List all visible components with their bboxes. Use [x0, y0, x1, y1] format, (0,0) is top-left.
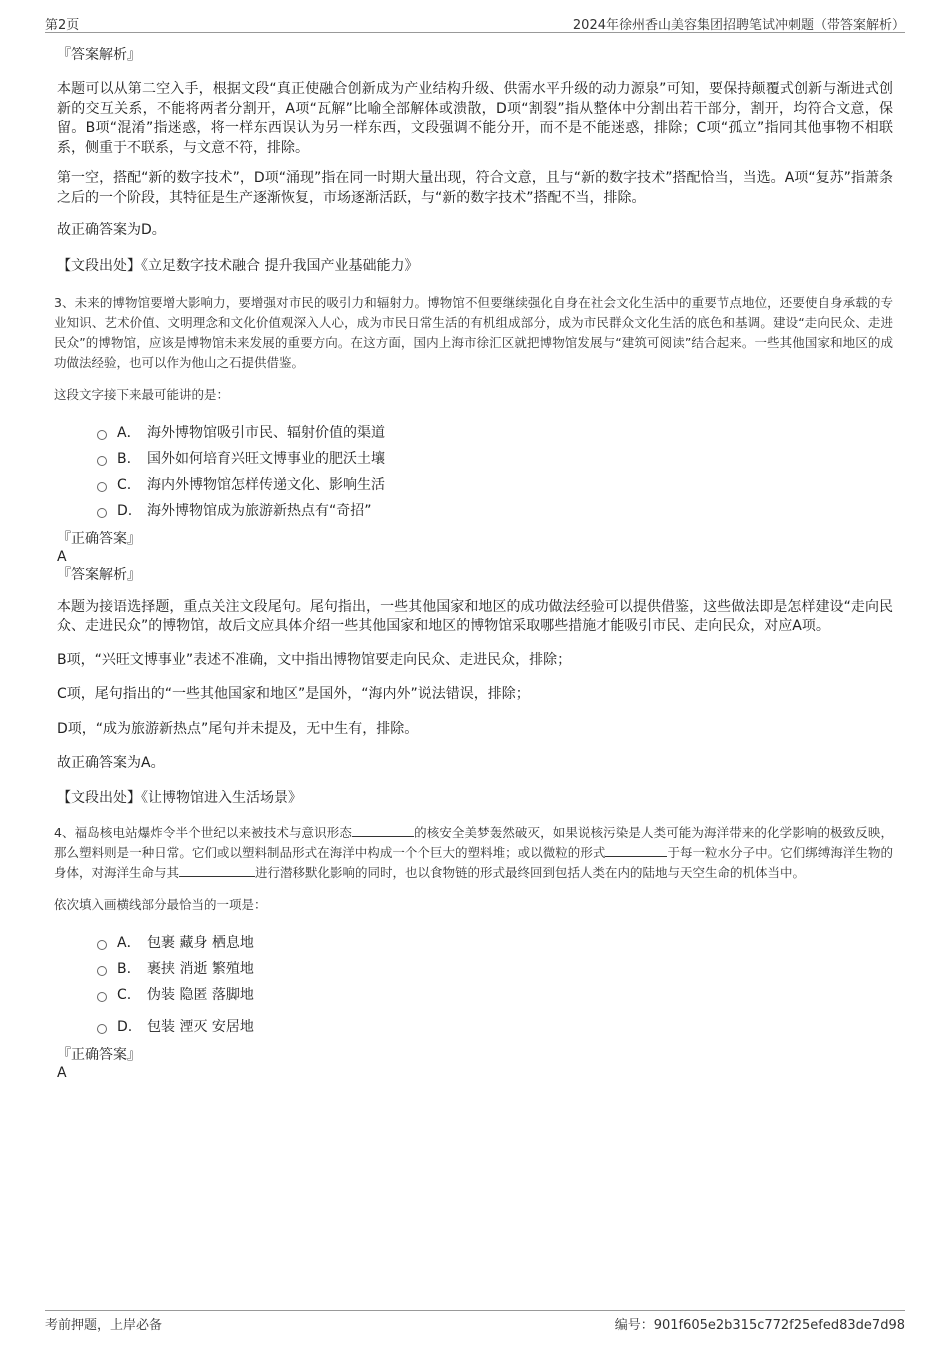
- option-d[interactable]: D. 海外博物馆成为旅游新热点有“奇招”: [97, 498, 893, 524]
- question-3-stem: 3、未来的博物馆要增大影响力，要增强对市民的吸引力和辐射力。博物馆不但要继续强化自身在社会文化生活中的重要节点地位，还要使自身承载的专业知识、艺术价值、文明理念和文化价值观深入人心，成为市民日常生活的有机组成部分，成为市民群众文化生活的底色和基调。建设“走向民众、走进民众”的博物馆，应该是博物馆未来发展的重要方向。在这方面，国内上海市徐汇区就把博物馆发展与“建筑可阅读”结合起来。一些其他国家和地区的成功做法经验，也可以作为他山之石提供借鉴。: [54, 294, 893, 370]
- radio-icon[interactable]: [97, 1024, 107, 1034]
- analysis-label: 『答案解析』: [57, 566, 141, 583]
- correct-answer: A: [57, 548, 67, 565]
- correct-answer-label: 『正确答案』: [57, 530, 141, 547]
- analysis-conclusion: 故正确答案为A。: [57, 755, 165, 771]
- radio-icon[interactable]: [97, 992, 107, 1002]
- analysis-paragraph: 本题可以从第二空入手，根据文段“真正使融合创新成为产业结构升级、供需水平升级的动力源泉”可知，要保持颠覆式创新与渐进式创新的交互关系，不能将两者分割开，A项“瓦解”比喻全部解体或溃散，D项“割裂”指从整体中分割出若干部分，割开，均符合文意，保留。B项“混淆”指迷惑，将一样东西误认为另一样东西，文段强调不能分开，而不是不能迷惑，排除；C项“孤立”指同其他事物不相联系，侧重于不联系，与文意不符，排除。: [57, 81, 893, 156]
- radio-icon[interactable]: [97, 430, 107, 440]
- analysis-label: 『答案解析』: [57, 47, 141, 63]
- radio-icon[interactable]: [97, 966, 107, 976]
- analysis-paragraph: 第一空，搭配“新的数字技术”，D项“涌现”指在同一时期大量出现，符合文意，且与“新的数字技术”搭配恰当，当选。A项“复苏”指萧条之后的一个阶段，其特征是生产逐渐恢复，市场逐渐活跃，与“新的数字技术”搭配不当，排除。: [57, 170, 893, 206]
- option-a[interactable]: A． 海外博物馆吸引市民、辐射价值的渠道: [97, 420, 893, 446]
- document-title: 2024年徐州香山美容集团招聘笔试冲刺题（带答案解析）: [572, 18, 905, 33]
- option-b[interactable]: B. 国外如何培育兴旺文博事业的肥沃土壤: [97, 446, 893, 472]
- analysis-paragraph: D项，“成为旅游新热点”尾句并未提及，无中生有，排除。: [57, 720, 419, 737]
- analysis-conclusion: 故正确答案为D。: [57, 222, 166, 238]
- passage-source: 【文段出处】《让博物馆进入生活场景》: [57, 789, 302, 806]
- analysis-paragraph: B项，“兴旺文博事业”表述不准确，文中指出博物馆要走向民众、走进民众，排除；: [57, 651, 572, 668]
- question-4-prompt: 依次填入画横线部分最恰当的一项是：: [54, 896, 267, 912]
- fill-blank: [605, 844, 667, 857]
- option-b[interactable]: B. 裹挟 消逝 繁殖地: [97, 956, 893, 982]
- correct-answer: A: [57, 1064, 67, 1081]
- question-4-options: [57, 930, 893, 1040]
- footer-slogan: 考前押题，上岸必备: [45, 1318, 163, 1333]
- radio-icon[interactable]: [97, 508, 107, 518]
- page-content: [54, 46, 893, 1082]
- radio-icon[interactable]: [97, 456, 107, 466]
- option-d[interactable]: D. 包装 湮灭 安居地: [97, 1014, 893, 1040]
- option-c[interactable]: C. 海内外博物馆怎样传递文化、影响生活: [97, 472, 893, 498]
- fill-blank: [179, 864, 255, 877]
- analysis-paragraph: 本题为接语选择题，重点关注文段尾句。尾句指出，一些其他国家和地区的成功做法经验可以提供借鉴，这些做法即是怎样建设“走向民众、走进民众”的博物馆，故后文应具体介绍一些其他国家和地区的博物馆采取哪些措施才能吸引市民、走向民众，对应A项。: [57, 598, 893, 634]
- page-number: 第2页: [45, 18, 80, 33]
- page-header: [45, 12, 905, 33]
- correct-answer-label: 『正确答案』: [57, 1046, 141, 1063]
- fill-blank: [352, 824, 414, 837]
- option-a[interactable]: A． 包裹 藏身 栖息地: [97, 930, 893, 956]
- radio-icon[interactable]: [97, 482, 107, 492]
- option-c[interactable]: C. 伪装 隐匿 落脚地: [97, 982, 893, 1008]
- question-3-options: [57, 420, 893, 524]
- radio-icon[interactable]: [97, 940, 107, 950]
- passage-source: 【文段出处】《立足数字技术融合 提升我国产业基础能力》: [57, 257, 419, 274]
- analysis-paragraph: C项，尾句指出的“一些其他国家和地区”是国外，“海内外”说法错误，排除；: [57, 686, 530, 702]
- document-code: 编号：901f605e2b315c772f25efed83de7d98: [614, 1318, 905, 1333]
- question-4-stem: 4、福岛核电站爆炸令半个世纪以来被技术与意识形态 的核安全美梦轰然破灭，如果说核污染是人类可能为海洋带来的化学影响的极致反映，那么塑料则是一种日常。它们或以塑料制品形式在海洋中构成一个个巨大的塑料堆；或以微粒的形式 于每一粒水分子中。它们绑缚海洋生物的身体，对海洋生命与其 进行潜移默化影响的同时，也以食物链的形式最终回到包括人类在内的陆地与天空生命的机体当中。: [54, 824, 893, 880]
- page-footer: [45, 1310, 905, 1331]
- question-3-prompt: 这段文字接下来最可能讲的是：: [54, 386, 230, 402]
